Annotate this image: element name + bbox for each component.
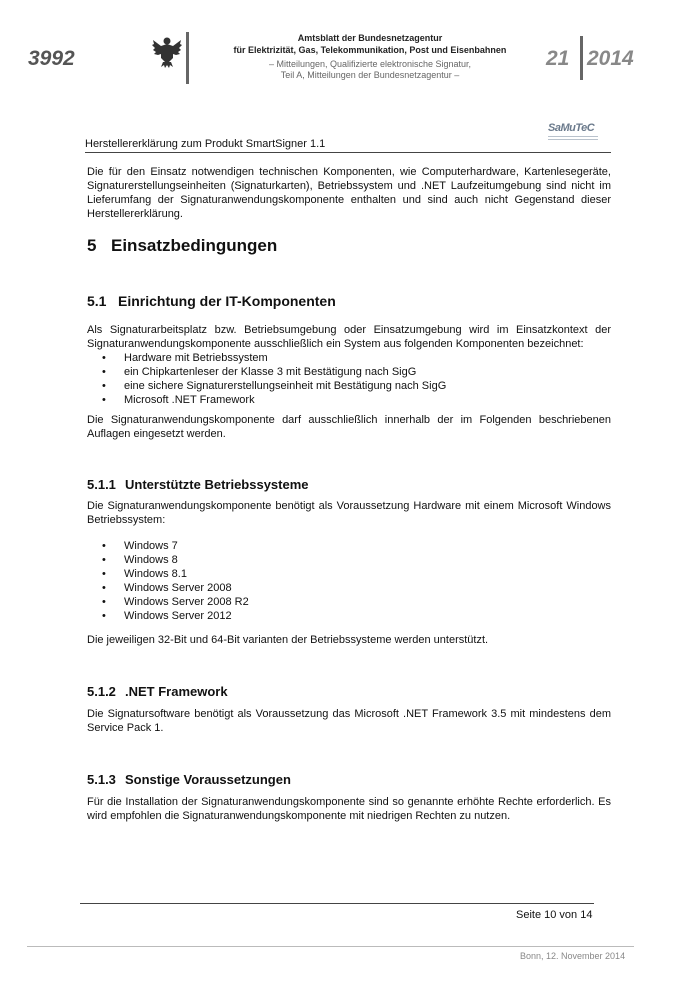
list-item: • Windows 8 — [87, 553, 611, 567]
section-5-heading — [87, 236, 611, 256]
section-5-1-2-title: .NET Framework — [125, 684, 228, 699]
list-item: • eine sichere Signaturerstellungseinheit mit Bestätigung nach SigG — [87, 379, 611, 393]
list-item: • Windows 8.1 — [87, 567, 611, 581]
document-body — [87, 165, 611, 823]
logo-underline-2 — [548, 139, 598, 140]
company-logo-text: SaMuTeC — [548, 122, 595, 134]
masthead-divider-left — [186, 32, 189, 84]
document-page-indicator: Seite 10 von 14 — [516, 909, 593, 921]
header-divider — [85, 152, 611, 153]
section-5-1-3-heading — [87, 772, 611, 788]
gazette-title-line2: für Elektrizität, Gas, Telekommunikation, Post und Eisenbahnen — [233, 45, 507, 55]
gazette-page-number: 3992 — [28, 47, 75, 70]
document-header-title: Herstellererklärung zum Produkt SmartSigner 1.1 — [85, 138, 326, 150]
section-5-1-1-heading — [87, 477, 611, 493]
section-5-1-heading — [87, 292, 611, 310]
logo-underline — [548, 136, 598, 137]
os-list — [87, 539, 611, 623]
gazette-subtitle-line2: Teil A, Mitteilungen der Bundesnetzagentur – — [280, 70, 460, 80]
section-5-1-2-number: 5.1.2 — [87, 684, 116, 699]
gazette-subtitle — [200, 59, 540, 81]
gazette-footer-date: Bonn, 12. November 2014 — [520, 951, 626, 961]
issue-year: 2014 — [587, 47, 634, 70]
section-5-number: 5 — [87, 236, 97, 255]
gazette-subtitle-line1: – Mitteilungen, Qualifizierte elektronische Signatur, — [268, 59, 472, 69]
list-item: • Windows Server 2008 R2 — [87, 595, 611, 609]
list-item: • Windows Server 2008 — [87, 581, 611, 595]
federal-eagle-icon — [152, 34, 182, 68]
section-5-1-2-paragraph: Die Signatursoftware benötigt als Voraussetzung das Microsoft .NET Framework 3.5 mit mindestens dem Service Pack 1. — [87, 708, 611, 734]
gazette-title — [200, 32, 540, 56]
section-5-1-3-paragraph: Für die Installation der Signaturanwendungskomponente sind so genannte erhöhte Rechte erforderlich. Es wird empfohlen die Signaturanwendungskomponente mit niedrigen Rechten zu nutzen. — [87, 796, 611, 822]
section-5-1-3-title: Sonstige Voraussetzungen — [125, 772, 291, 787]
section-5-1-1-title: Unterstützte Betriebssysteme — [125, 477, 309, 492]
section-5-1-title: Einrichtung der IT-Komponenten — [118, 293, 336, 309]
it-components-list — [87, 351, 611, 407]
section-5-1-closing: Die Signaturanwendungskomponente darf ausschließlich innerhalb der im Folgenden beschriebenen Auflagen eingesetzt werden. — [87, 414, 611, 440]
section-5-1-number: 5.1 — [87, 293, 107, 309]
section-5-1-2-heading — [87, 684, 611, 700]
gazette-footer-divider — [27, 946, 634, 947]
section-5-title: Einsatzbedingungen — [111, 236, 278, 255]
company-logo — [548, 122, 600, 150]
section-5-1-1-paragraph: Die Signaturanwendungskomponente benötigt als Voraussetzung Hardware mit einem Microsoft Windows Betriebssystem: — [87, 500, 611, 526]
list-item: • Windows 7 — [87, 539, 611, 553]
section-5-1-3-number: 5.1.3 — [87, 772, 116, 787]
intro-paragraph: Die für den Einsatz notwendigen technischen Komponenten, wie Computerhardware, Kartenlesegeräte, Signaturerstellungseinheiten (Signaturkarten), Betriebssystem und .NET Laufzeitumgebung sind nicht im Lieferumfang der Signaturanwendungskomponente enthalten und sind auch nicht Gegenstand dieser Herstellererklärung. — [87, 166, 611, 220]
masthead-divider-right — [580, 36, 583, 80]
footer-divider — [80, 903, 594, 904]
section-5-1-1-number: 5.1.1 — [87, 477, 116, 492]
list-item: • ein Chipkartenleser der Klasse 3 mit Bestätigung nach SigG — [87, 365, 611, 379]
section-5-1-paragraph: Als Signaturarbeitsplatz bzw. Betriebsumgebung oder Einsatzumgebung wird im Einsatzkontext der Signaturanwendungskomponente ausschließlich ein System aus folgenden Komponenten bezeichnet: — [87, 324, 611, 350]
gazette-title-line1: Amtsblatt der Bundesnetzagentur — [297, 33, 443, 43]
list-item: • Microsoft .NET Framework — [87, 393, 611, 407]
list-item: • Windows Server 2012 — [87, 609, 611, 623]
issue-number: 21 — [546, 47, 570, 70]
list-item: • Hardware mit Betriebssystem — [87, 351, 611, 365]
section-5-1-1-closing: Die jeweiligen 32-Bit und 64-Bit varianten der Betriebssysteme werden unterstützt. — [87, 634, 489, 646]
